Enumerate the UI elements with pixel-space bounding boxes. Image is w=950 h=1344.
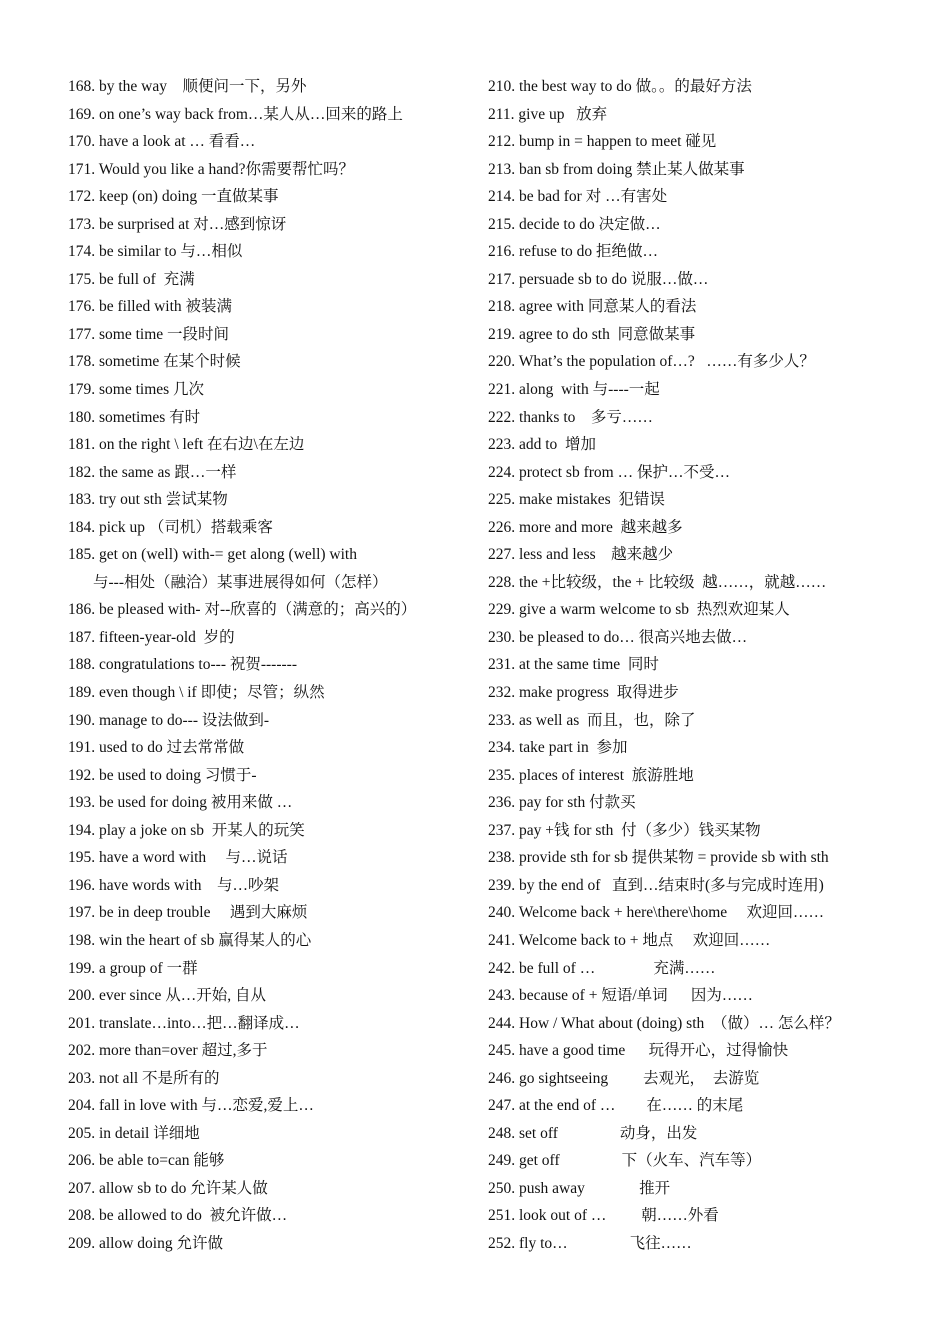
phrase-entry: 242. be full of … 充满…… xyxy=(488,959,716,977)
phrase-entry: 189. even though \ if 即使；尽管；纵然 xyxy=(68,684,325,702)
phrase-entry: 211. give up 放弃 xyxy=(488,105,608,123)
phrase-entry: 185. get on (well) with-= get along (well) with xyxy=(68,546,357,564)
phrase-entry: 247. at the end of … 在…… 的末尾 xyxy=(488,1097,744,1115)
phrase-entry: 180. sometimes 有时 xyxy=(68,408,201,426)
phrase-entry: 198. win the heart of sb 赢得某人的心 xyxy=(68,931,312,949)
phrase-entry: 192. be used to doing 习惯于- xyxy=(68,766,257,784)
phrase-entry: 237. pay +钱 for sth 付（多少）钱买某物 xyxy=(488,821,761,839)
phrase-entry: 250. push away 推开 xyxy=(488,1179,671,1197)
phrase-entry: 232. make progress 取得进步 xyxy=(488,684,679,702)
phrase-entry: 170. have a look at … 看看… xyxy=(68,133,256,151)
phrase-entry: 227. less and less 越来越少 xyxy=(488,546,674,564)
phrase-entry: 251. look out of … 朝……外看 xyxy=(488,1207,719,1225)
phrase-entry: 217. persuade sb to do 说服…做… xyxy=(488,270,709,288)
phrase-entry: 与---相处（融洽）某事进展得如何（怎样） xyxy=(93,573,388,591)
phrase-entry: 181. on the right \ left 在右边\在左边 xyxy=(68,436,305,454)
phrase-entry: 234. take part in 参加 xyxy=(488,739,628,757)
phrase-entry: 213. ban sb from doing 禁止某人做某事 xyxy=(488,160,745,178)
phrase-entry: 199. a group of 一群 xyxy=(68,959,198,977)
right-column xyxy=(488,73,928,1258)
phrase-entry: 204. fall in love with 与…恋爱,爱上… xyxy=(68,1097,314,1115)
phrase-entry: 169. on one’s way back from…某人从…回来的路上 xyxy=(68,105,403,123)
phrase-entry: 239. by the end of 直到…结束时(多与完成时连用) xyxy=(488,876,824,894)
phrase-entry: 195. have a word with 与…说话 xyxy=(68,849,288,867)
phrase-entry: 183. try out sth 尝试某物 xyxy=(68,491,228,509)
phrase-entry: 218. agree with 同意某人的看法 xyxy=(488,298,697,316)
phrase-entry: 229. give a warm welcome to sb 热烈欢迎某人 xyxy=(488,601,790,619)
phrase-entry: 171. Would you like a hand?你需要帮忙吗？ xyxy=(68,160,355,178)
phrase-entry: 244. How / What about (doing) sth （做）… 怎么样？ xyxy=(488,1014,840,1032)
phrase-entry: 196. have words with 与…吵架 xyxy=(68,876,279,894)
phrase-entry: 212. bump in = happen to meet 碰见 xyxy=(488,133,717,151)
phrase-entry: 173. be surprised at 对…感到惊讶 xyxy=(68,215,287,233)
phrase-entry: 207. allow sb to do 允许某人做 xyxy=(68,1179,268,1197)
phrase-entry: 201. translate…into…把…翻译成… xyxy=(68,1014,300,1032)
phrase-entry: 233. as well as 而且，也，除了 xyxy=(488,711,696,729)
phrase-entry: 172. keep (on) doing 一直做某事 xyxy=(68,188,279,206)
phrase-entry: 202. more than=over 超过,多于 xyxy=(68,1042,268,1060)
phrase-entry: 178. sometime 在某个时候 xyxy=(68,353,241,371)
phrase-entry: 235. places of interest 旅游胜地 xyxy=(488,766,694,784)
phrase-entry: 248. set off 动身，出发 xyxy=(488,1124,698,1142)
phrase-entry: 203. not all 不是所有的 xyxy=(68,1069,220,1087)
phrase-entry: 222. thanks to 多亏…… xyxy=(488,408,653,426)
phrase-entry: 252. fly to… 飞往…… xyxy=(488,1234,692,1252)
phrase-entry: 226. more and more 越来越多 xyxy=(488,518,683,536)
phrase-entry: 246. go sightseeing 去观光， 去游览 xyxy=(488,1069,760,1087)
phrase-entry: 186. be pleased with- 对--欣喜的（满意的；高兴的） xyxy=(68,601,417,619)
phrase-entry: 190. manage to do--- 设法做到- xyxy=(68,711,270,729)
phrase-entry: 225. make mistakes 犯错误 xyxy=(488,491,665,509)
phrase-entry: 176. be filled with 被装满 xyxy=(68,298,233,316)
phrase-entry: 228. the +比较级，the + 比较级 越……，就越…… xyxy=(488,573,827,591)
phrase-entry: 209. allow doing 允许做 xyxy=(68,1234,223,1252)
phrase-entry: 206. be able to=can 能够 xyxy=(68,1152,225,1170)
phrase-entry: 187. fifteen-year-old 岁的 xyxy=(68,628,235,646)
phrase-entry: 184. pick up （司机）搭载乘客 xyxy=(68,518,273,536)
phrase-entry: 168. by the way 顺便问一下，另外 xyxy=(68,78,307,95)
phrase-entry: 219. agree to do sth 同意做某事 xyxy=(488,325,696,343)
phrase-entry: 205. in detail 详细地 xyxy=(68,1124,200,1142)
phrase-entry: 174. be similar to 与…相似 xyxy=(68,243,243,261)
phrase-entry: 223. add to 增加 xyxy=(488,436,597,454)
phrase-entry: 177. some time 一段时间 xyxy=(68,325,230,343)
phrase-entry: 220. What’s the population of…? ……有多少人？ xyxy=(488,353,815,371)
phrase-entry: 249. get off 下（火车、汽车等） xyxy=(488,1152,762,1170)
phrase-entry: 191. used to do 过去常常做 xyxy=(68,739,245,757)
phrase-entry: 214. be bad for 对 …有害处 xyxy=(488,188,668,206)
phrase-entry: 243. because of + 短语/单词 因为…… xyxy=(488,987,753,1005)
left-column xyxy=(68,73,473,1258)
phrase-entry: 240. Welcome back + here\there\home 欢迎回…… xyxy=(488,904,825,922)
phrase-entry: 215. decide to do 决定做… xyxy=(488,215,661,233)
phrase-entry: 193. be used for doing 被用来做 … xyxy=(68,794,293,812)
phrase-entry: 208. be allowed to do 被允许做… xyxy=(68,1207,288,1225)
phrase-entry: 241. Welcome back to + 地点 欢迎回…… xyxy=(488,931,771,949)
phrase-entry: 210. the best way to do 做。。的最好方法 xyxy=(488,78,752,95)
phrase-entry: 238. provide sth for sb 提供某物 = provide sb with sth xyxy=(488,849,829,867)
phrase-entry: 188. congratulations to--- 祝贺------- xyxy=(68,656,297,674)
phrase-entry: 200. ever since 从…开始, 自从 xyxy=(68,987,267,1005)
phrase-entry: 221. along with 与----一起 xyxy=(488,381,660,399)
phrase-entry: 175. be full of 充满 xyxy=(68,270,195,288)
phrase-entry: 230. be pleased to do… 很高兴地去做… xyxy=(488,628,748,646)
phrase-entry: 194. play a joke on sb 开某人的玩笑 xyxy=(68,821,305,839)
phrase-entry: 179. some times 几次 xyxy=(68,381,205,399)
phrase-entry: 224. protect sb from … 保护…不受… xyxy=(488,463,730,481)
phrase-entry: 182. the same as 跟…一样 xyxy=(68,463,237,481)
phrase-entry: 216. refuse to do 拒绝做… xyxy=(488,243,659,261)
phrase-entry: 236. pay for sth 付款买 xyxy=(488,794,636,812)
phrase-entry: 197. be in deep trouble 遇到大麻烦 xyxy=(68,904,308,922)
phrase-entry: 231. at the same time 同时 xyxy=(488,656,659,674)
phrase-entry: 245. have a good time 玩得开心，过得愉快 xyxy=(488,1042,789,1060)
